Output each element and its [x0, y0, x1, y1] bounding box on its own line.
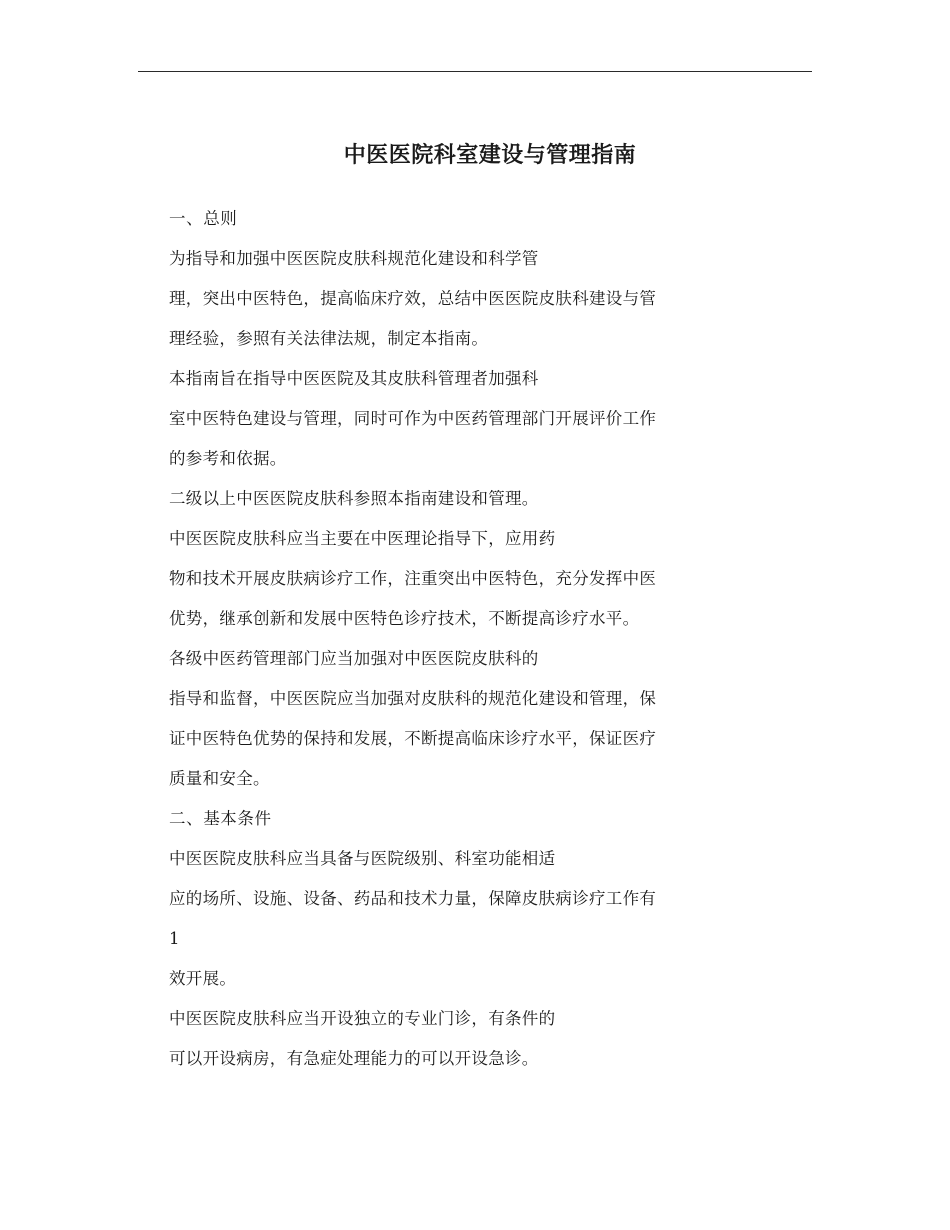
- paragraph-line: 中医医院皮肤科应当开设独立的专业门诊，有条件的: [169, 1009, 556, 1028]
- paragraph-line: 证中医特色优势的保持和发展，不断提高临床诊疗水平，保证医疗: [169, 729, 657, 748]
- paragraph-line: 中医医院皮肤科应当具备与医院级别、科室功能相适: [169, 849, 556, 868]
- paragraph-line: 质量和安全。: [169, 769, 270, 788]
- paragraph-line: 理，突出中医特色，提高临床疗效，总结中医医院皮肤科建设与管: [169, 289, 657, 308]
- paragraph-line: 物和技术开展皮肤病诊疗工作，注重突出中医特色，充分发挥中医: [169, 569, 657, 588]
- paragraph-line: 的参考和依据。: [169, 449, 287, 468]
- section-heading-basic-conditions: 二、基本条件: [169, 809, 272, 828]
- paragraph-line: 理经验，参照有关法律法规，制定本指南。: [169, 329, 489, 348]
- section-heading-general: 一、总则: [169, 209, 238, 228]
- paragraph-line: 优势，继承创新和发展中医特色诊疗技术，不断提高诊疗水平。: [169, 609, 640, 628]
- paragraph-line: 应的场所、设施、设备、药品和技术力量，保障皮肤病诊疗工作有: [169, 889, 657, 908]
- document-body: [169, 199, 729, 1079]
- paragraph-line: 可以开设病房，有急症处理能力的可以开设急诊。: [169, 1049, 539, 1068]
- page-number: 1: [169, 929, 180, 948]
- paragraph-line: 本指南旨在指导中医医院及其皮肤科管理者加强科: [169, 369, 539, 388]
- document-title: 中医医院科室建设与管理指南: [343, 142, 637, 168]
- paragraph-line: 指导和监督，中医医院应当加强对皮肤科的规范化建设和管理，保: [169, 689, 657, 708]
- paragraph-line: 室中医特色建设与管理，同时可作为中医药管理部门开展评价工作: [169, 409, 657, 428]
- paragraph-line: 二级以上中医医院皮肤科参照本指南建设和管理。: [169, 489, 539, 508]
- paragraph-line: 中医医院皮肤科应当主要在中医理论指导下，应用药: [169, 529, 556, 548]
- paragraph-line: 为指导和加强中医医院皮肤科规范化建设和科学管: [169, 249, 539, 268]
- paragraph-line: 各级中医药管理部门应当加强对中医医院皮肤科的: [169, 649, 539, 668]
- paragraph-line: 效开展。: [169, 969, 237, 988]
- header-rule: [138, 71, 812, 72]
